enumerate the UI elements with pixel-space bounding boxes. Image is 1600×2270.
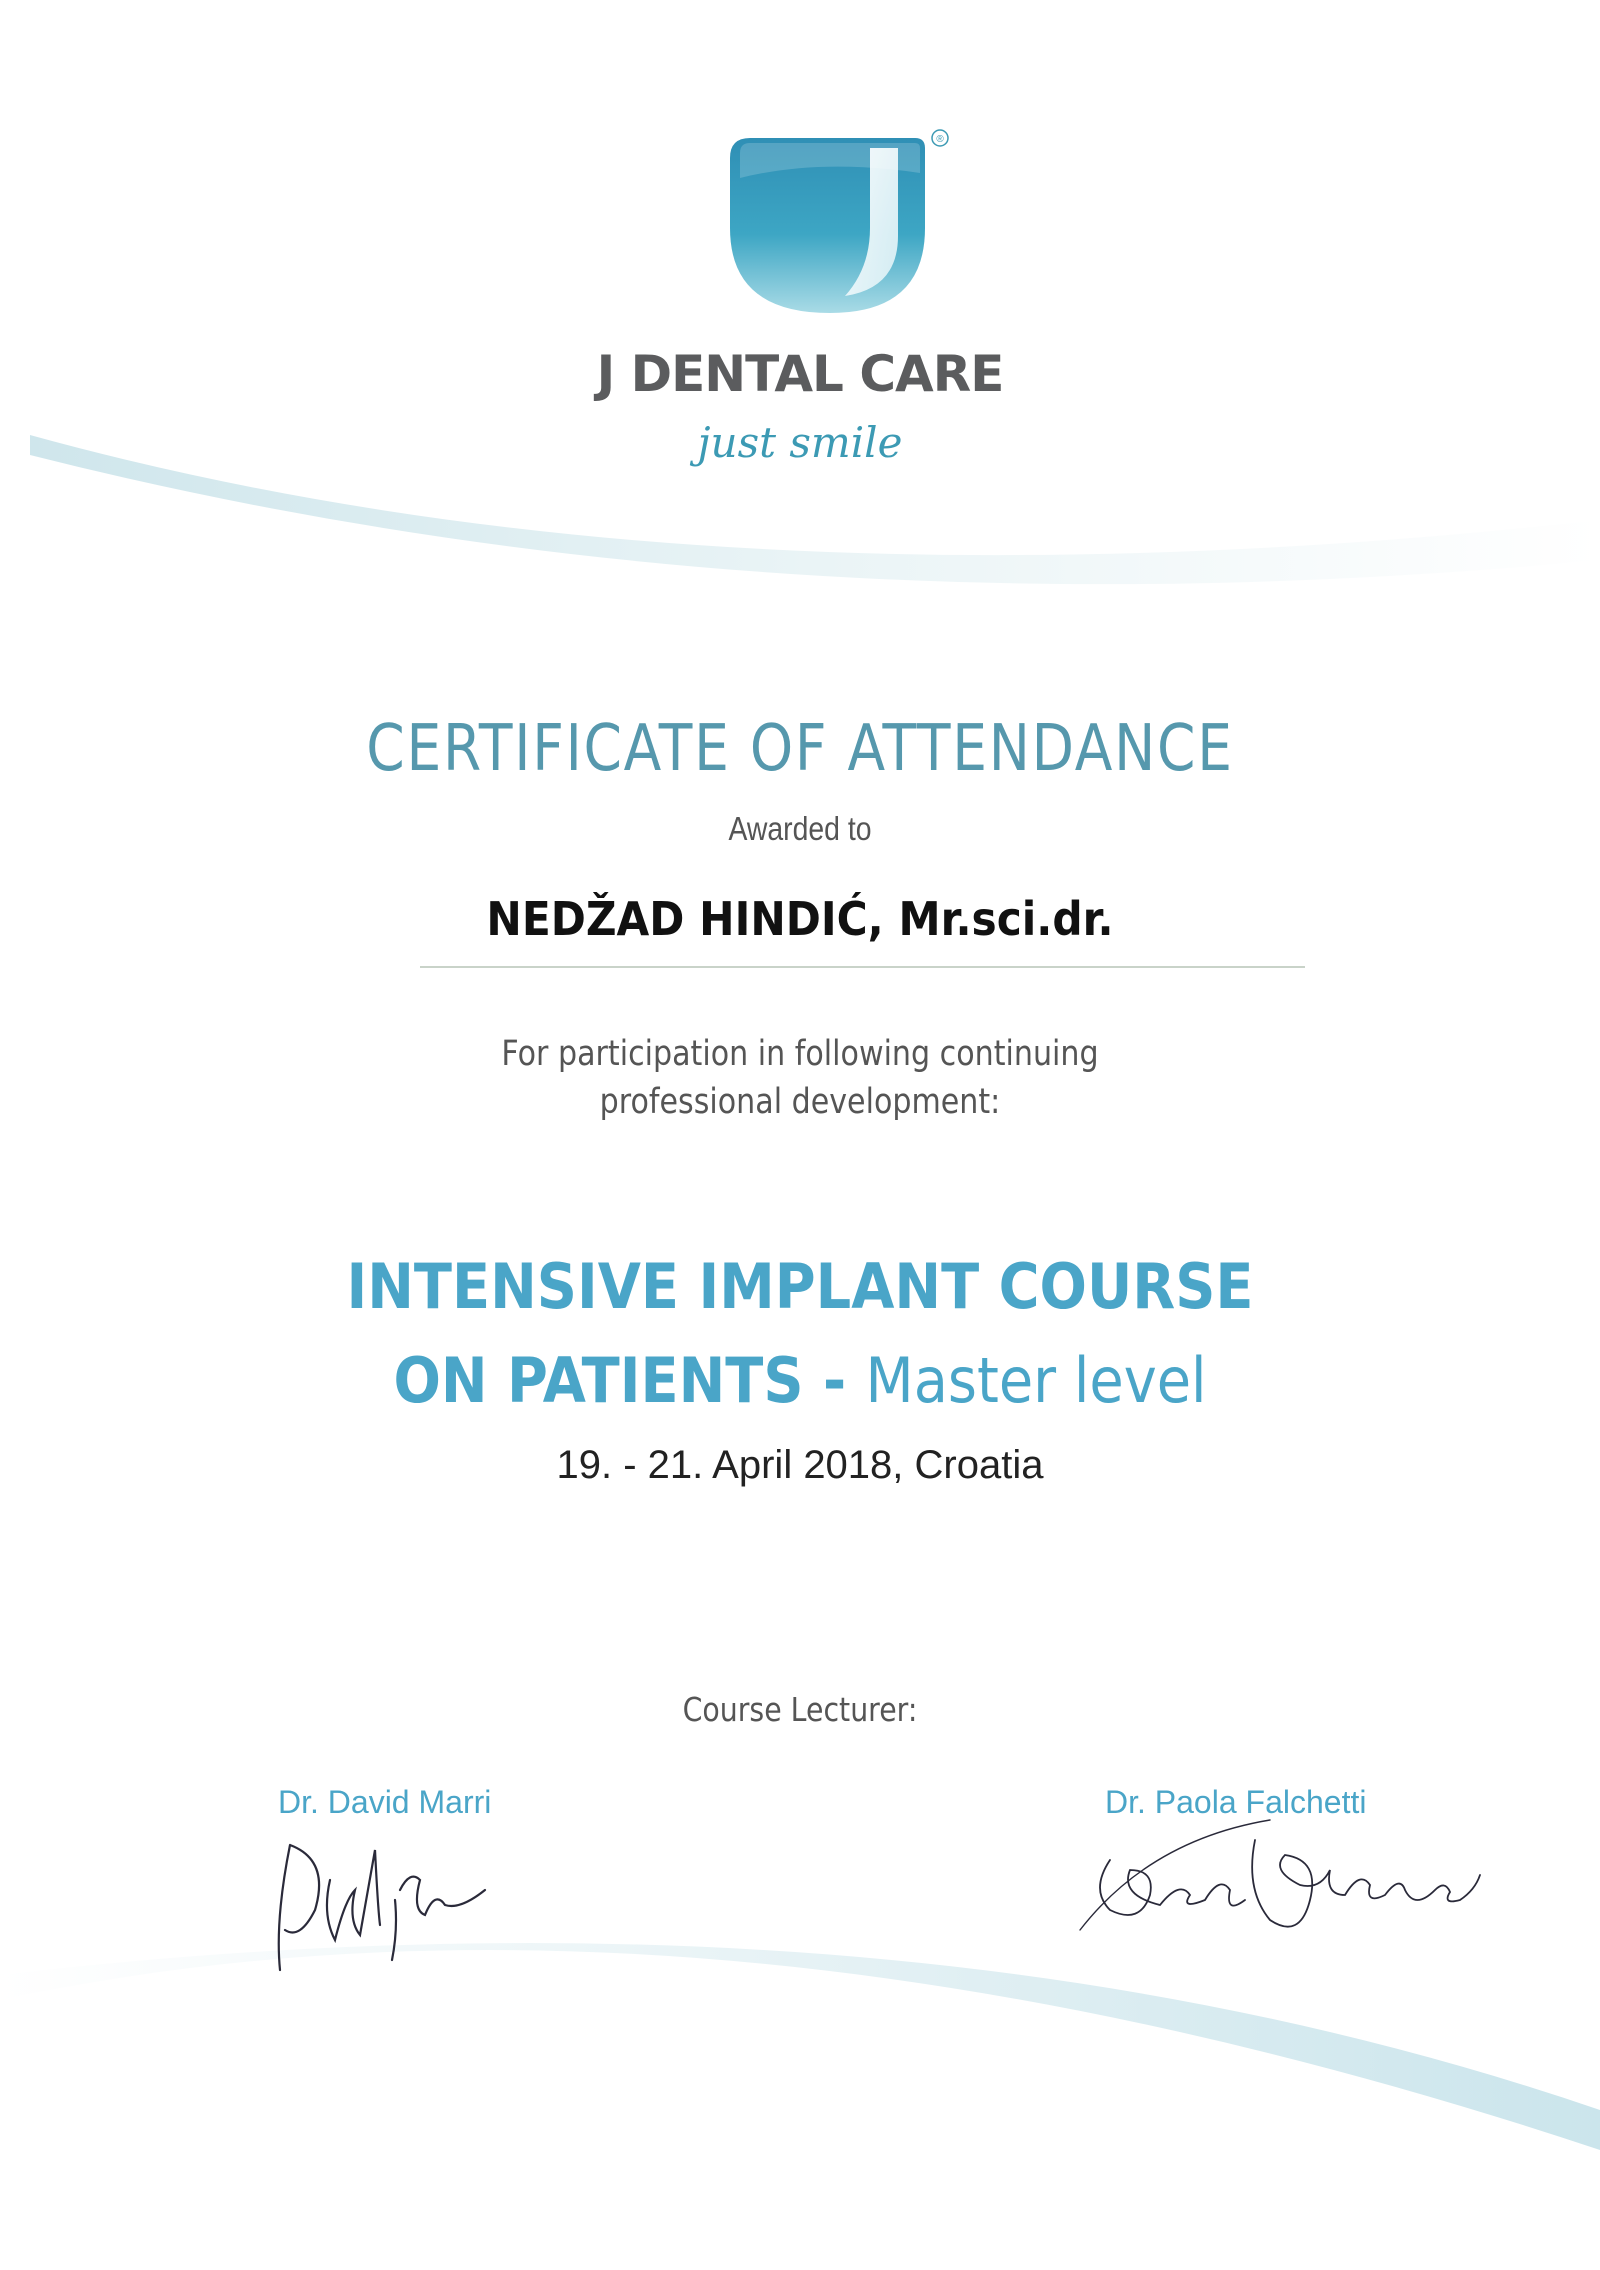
recipient-name: NEDŽAD HINDIĆ, Mr.sci.dr. [486,892,1114,946]
awarded-label: Awarded to [728,810,872,847]
lecturer-name-1: Dr. David Marri [278,1784,492,1820]
lecturer-label: Course Lecturer: [682,1690,918,1729]
signature-right [1070,1800,1510,1960]
signature-left [260,1820,520,1990]
lecturer-name-2: Dr. Paola Falchetti [1105,1784,1367,1820]
brand-tagline: just smile [697,418,903,467]
course-date-location: 19. - 21. April 2018, Croatia [556,1443,1044,1487]
brand-name: J DENTAL CARE [596,345,1004,403]
participation-line-1: For participation in following continuing [501,1034,1099,1074]
j-logo-icon [720,118,950,328]
name-underline [420,966,1305,968]
course-line-2-bold: ON PATIENTS - [393,1344,866,1417]
course-line-1: INTENSIVE IMPLANT COURSE [346,1250,1254,1323]
course-level: Master level [865,1344,1207,1417]
registered-mark: ® [936,134,944,145]
course-title [80,1240,1520,1428]
participation-text [112,1030,1488,1126]
certificate-title: CERTIFICATE OF ATTENDANCE [366,712,1234,786]
bottom-swoosh [0,1943,1600,2150]
participation-line-2: professional development: [599,1082,1001,1122]
